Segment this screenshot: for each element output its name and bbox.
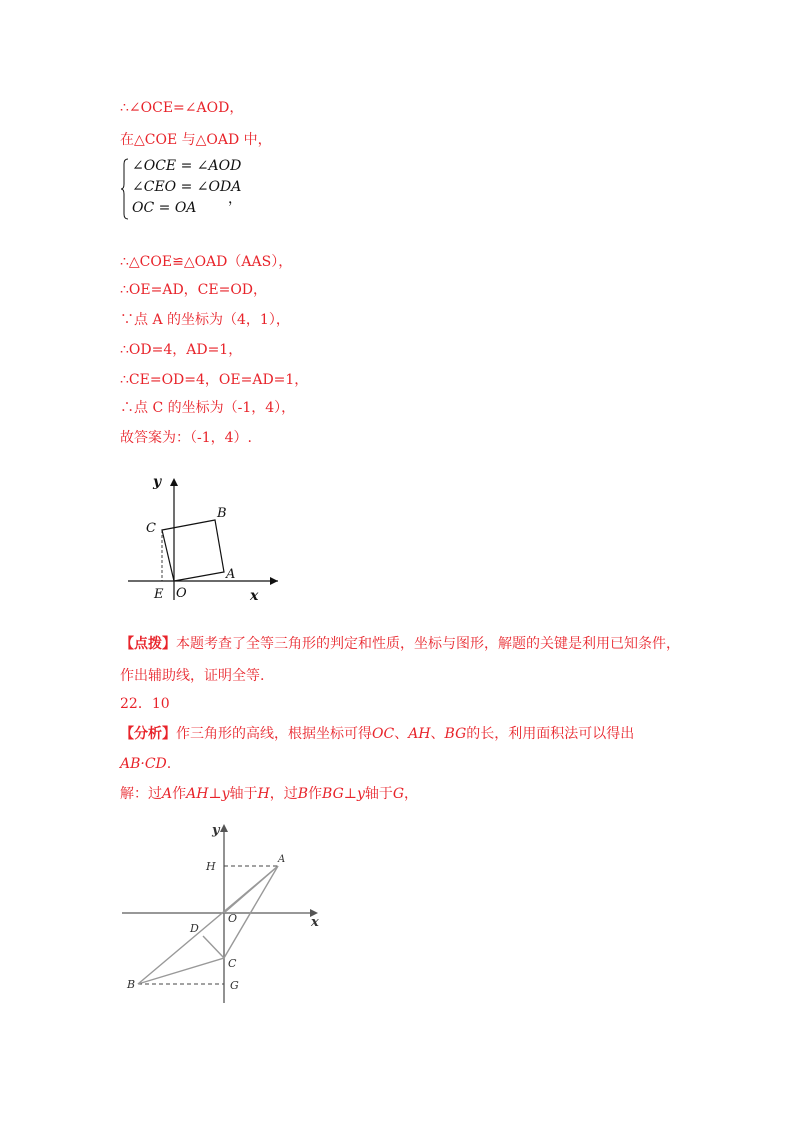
figure-square-on-axes <box>120 470 290 610</box>
line-answer: 故答案为：（-1，4）. <box>120 430 252 446</box>
label-e: E <box>154 587 164 602</box>
fenxi-end: . <box>166 756 172 772</box>
line-point-a: ∵点 A 的坐标为（4，1）， <box>120 312 290 328</box>
label-o: O <box>176 586 187 601</box>
label-b: B <box>127 978 136 991</box>
fenxi-ab-cd: AB·CD <box>120 756 167 772</box>
line-congruent: ∴△COE≌△OAD（AAS）， <box>120 254 293 270</box>
y-axis-arrow-icon <box>220 824 228 832</box>
label-c: C <box>146 521 156 536</box>
sol-bg: BG <box>322 786 344 802</box>
y-axis-arrow-icon <box>170 478 178 486</box>
equation-system <box>120 158 270 224</box>
sol-text-e: 作 <box>308 786 323 802</box>
equation-trailing-comma: ， <box>228 191 242 207</box>
label-c: C <box>228 957 237 970</box>
label-a: A <box>226 567 236 582</box>
line-od-ad: ∴OD=4，AD=1， <box>120 342 243 358</box>
dianbo-line-2: 作出辅助线，证明全等. <box>120 668 265 684</box>
sol-text-a: 解：过 <box>120 786 162 802</box>
line-point-c: ∴点 C 的坐标为（-1，4）， <box>120 400 296 416</box>
sol-ah: AH <box>186 786 209 802</box>
fenxi-line-1 <box>120 724 634 744</box>
label-o: O <box>228 912 238 925</box>
sol-perp-1: ⊥y <box>208 786 230 802</box>
dianbo-tag: 【点拨】 <box>120 636 176 652</box>
segment-cd <box>203 936 224 958</box>
line-oe-ad: ∴OE=AD，CE=OD， <box>120 282 268 298</box>
label-a: A <box>278 854 286 865</box>
figure-triangle-on-axes <box>120 818 330 1008</box>
label-y: y <box>212 823 220 838</box>
fenxi-tag: 【分析】 <box>120 726 176 742</box>
fenxi-line-2 <box>120 754 171 774</box>
dianbo-text-1: 本题考查了全等三角形的判定和性质，坐标与图形，解题的关键是利用已知条件， <box>176 636 680 652</box>
line-triangles-intro: 在△COE 与△OAD 中， <box>120 132 272 148</box>
equation-1: ∠OCE = ∠AOD <box>132 158 242 174</box>
fenxi-bg: BG <box>444 726 467 742</box>
line-ce-oe: ∴CE=OD=4，OE=AD=1， <box>120 372 309 388</box>
sol-point-b: B <box>297 786 309 802</box>
sol-text-f: 轴于 <box>364 786 393 802</box>
label-h: H <box>206 860 216 873</box>
label-y: y <box>153 474 162 490</box>
left-brace-icon <box>120 158 130 220</box>
square-oabc <box>162 520 224 581</box>
label-x: x <box>250 588 259 604</box>
segment-oa <box>224 866 278 913</box>
sol-end: ， <box>404 786 419 802</box>
fenxi-ah: AH <box>408 726 431 742</box>
fenxi-sep-2: 、 <box>430 726 445 742</box>
dianbo-line-1 <box>120 634 680 654</box>
sol-point-h: H <box>257 786 270 802</box>
sol-text-b: 作 <box>172 786 187 802</box>
label-b: B <box>217 506 227 521</box>
sol-point-a: A <box>162 786 173 802</box>
fenxi-text-a: 作三角形的高线，根据坐标可得 <box>176 726 372 742</box>
question-number: 22．10 <box>120 696 170 712</box>
line-angle-equal: ∴∠OCE=∠AOD， <box>120 100 244 116</box>
sol-text-d: ，过 <box>269 786 298 802</box>
fenxi-oc: OC <box>372 726 395 742</box>
label-d: D <box>190 922 199 935</box>
fenxi-text-b: 的长，利用面积法可以得出 <box>466 726 635 742</box>
equation-2: ∠CEO = ∠ODA <box>132 179 242 195</box>
sol-point-g: G <box>392 786 405 802</box>
equation-3: OC = OA <box>132 200 197 216</box>
label-g: G <box>230 979 239 992</box>
sol-perp-2: ⊥y <box>343 786 365 802</box>
x-axis-arrow-icon <box>270 577 278 585</box>
sol-text-c: 轴于 <box>229 786 258 802</box>
fenxi-sep-1: 、 <box>394 726 409 742</box>
solution-line <box>120 784 418 804</box>
label-x: x <box>311 915 319 930</box>
